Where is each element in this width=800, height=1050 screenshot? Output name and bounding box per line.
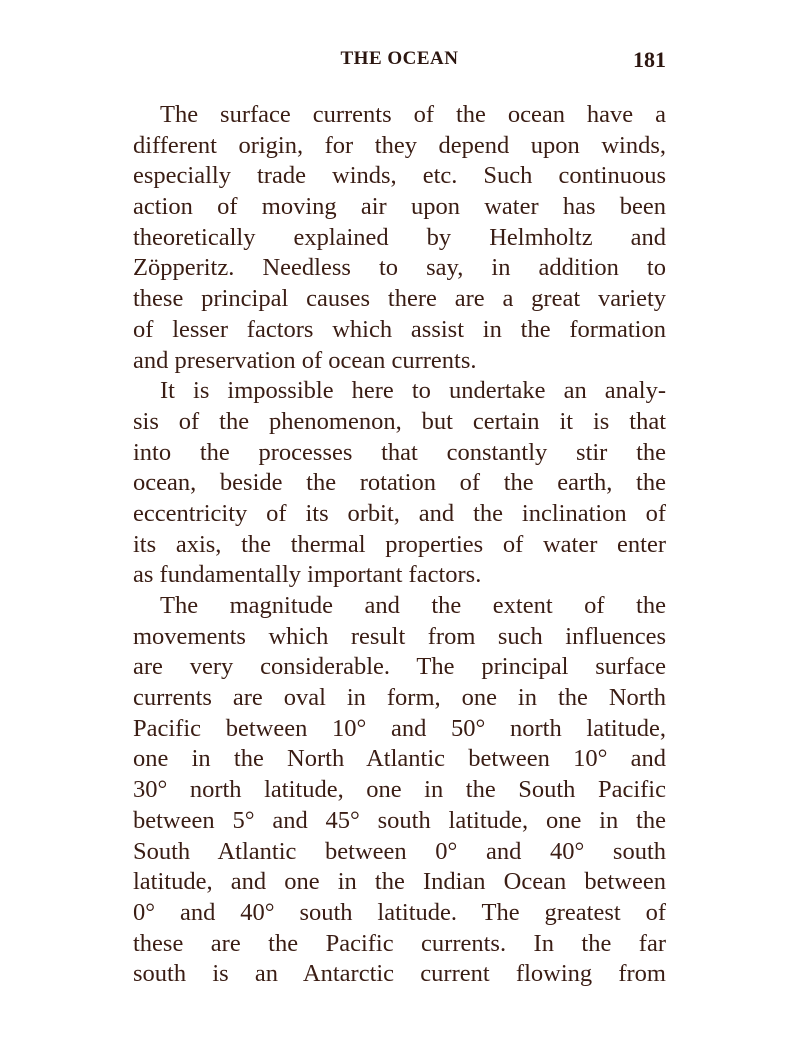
text-line: these principal causes there are a great variety	[133, 285, 666, 313]
body-text	[133, 100, 666, 990]
text-line: its axis, the thermal properties of water enter	[133, 530, 666, 558]
paragraph-1	[133, 100, 666, 376]
text-line: especially trade winds, etc. Such continuous	[133, 162, 666, 190]
text-line: of lesser factors which assist in the formation	[133, 315, 666, 343]
text-line: Pacific between 10° and 50° north latitude,	[133, 714, 666, 742]
text-line: these are the Pacific currents. In the far	[133, 929, 666, 957]
running-head-title: THE OCEAN	[340, 48, 459, 69]
text-line: Zöpperitz. Needless to say, in addition to	[133, 254, 666, 282]
text-line: latitude, and one in the Indian Ocean between	[133, 868, 666, 896]
text-line: movements which result from such influences	[133, 622, 666, 650]
running-head	[133, 44, 666, 84]
text-line: The surface currents of the ocean have a	[160, 101, 666, 128]
text-line: currents are oval in form, one in the North	[133, 684, 666, 712]
text-line: theoretically explained by Helmholtz and	[133, 223, 666, 251]
text-line: South Atlantic between 0° and 40° south	[133, 837, 666, 865]
text-line: are very considerable. The principal surface	[133, 653, 666, 681]
paragraph-3	[133, 591, 666, 990]
paragraph-2	[133, 376, 666, 591]
text-line: one in the North Atlantic between 10° and	[133, 745, 666, 773]
text-line: and preservation of ocean currents.	[133, 346, 477, 374]
text-line: as fundamentally important factors.	[133, 561, 482, 589]
page-number: 181	[633, 47, 666, 72]
text-line: 30° north latitude, one in the South Pacific	[133, 776, 666, 804]
text-line: eccentricity of its orbit, and the inclination of	[133, 499, 666, 527]
book-page	[133, 44, 666, 990]
text-line: different origin, for they depend upon winds,	[133, 131, 666, 159]
text-line: into the processes that constantly stir the	[133, 438, 666, 466]
text-line: between 5° and 45° south latitude, one in the	[133, 806, 666, 834]
text-line: action of moving air upon water has been	[133, 193, 666, 221]
text-line: The magnitude and the extent of the	[160, 592, 666, 619]
text-line: 0° and 40° south latitude. The greatest of	[133, 898, 666, 926]
text-line: south is an Antarctic current flowing from	[133, 960, 666, 988]
text-line: It is impossible here to undertake an analy-	[160, 377, 666, 405]
text-line: ocean, beside the rotation of the earth, the	[133, 469, 666, 497]
text-line: sis of the phenomenon, but certain it is that	[133, 407, 666, 435]
